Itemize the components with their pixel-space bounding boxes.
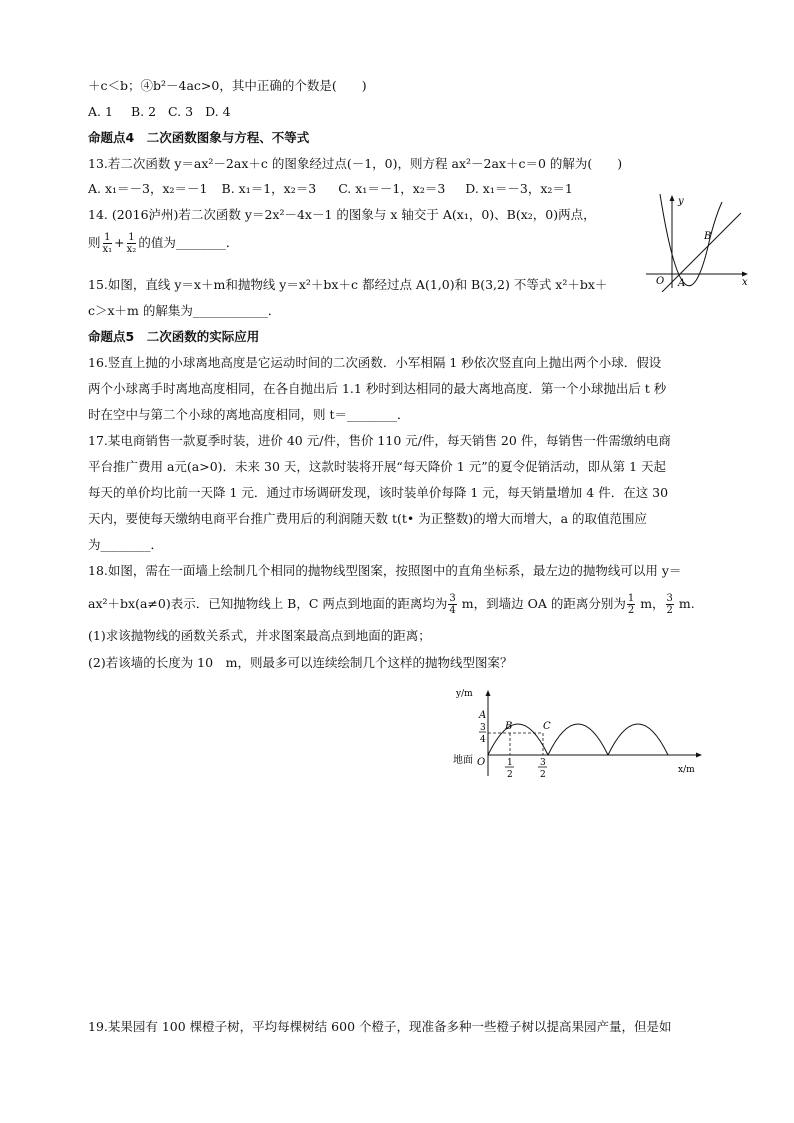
fig2-x-axis-label: x/m <box>678 765 695 775</box>
question-19: 19.某果园有 100 棵橙子树，平均每棵树结 600 个橙子，现准备多种一些橙子树以提高果园产量，但是如 <box>88 1019 672 1034</box>
fig2-ground-label: 地面 <box>453 755 473 766</box>
question-14: 14. (2016泸州)若二次函数 y＝2x²－4x－1 的图象与 x 轴交于 A(x₁，0)、B(x₂，0)两点， <box>88 207 596 222</box>
question-18-sub-2: (2)若该墙的长度为 10 m，则最多可以连续绘制几个这样的抛物线型图案？ <box>88 655 513 670</box>
fig1-point-a-label: A <box>678 278 686 289</box>
question-14-answer-line: 则 $\frac{1}{\text{x₁}}$ + $\frac{1}{\text{x₂}}$ 的值为________． <box>88 232 239 255</box>
fig2-point-a-label: A <box>479 710 487 721</box>
question-17-line-2: 平台推广费用 a元(a>0)．未来 30 天，这款时装将开展“每天降价 1 元”的夏令促销活动，即从第 1 天起 <box>88 459 666 474</box>
fig2-x-tick-3half-num: 3 <box>540 758 546 768</box>
fraction-one-half: $\frac{1}{2}$ <box>627 593 635 616</box>
question-16-line-2: 两个小球离手时离地高度相同，在各自抛出后 1.1 秒时到达相同的最大离地高度．第一个小球抛出后 t 秒 <box>88 381 667 396</box>
question-16-line-1: 16.竖直上抛的小球离地高度是它运动时间的二次函数．小军相隔 1 秒依次竖直向上抛出两个小球．假设 <box>88 355 662 370</box>
section-heading-5: 命题点5 二次函数的实际应用 <box>88 329 260 344</box>
fig2-point-b-label: B <box>505 721 513 732</box>
fig1-origin-label: O <box>656 276 665 287</box>
question-15-line-1: 15.如图，直线 y＝x＋m和抛物线 y＝x²＋bx＋c 都经过点 A(1,0)和 B(3,2) 不等式 x²＋bx＋ <box>88 277 608 292</box>
question-12-tail: ＋c＜b；④b²－4ac>0，其中正确的个数是( ) <box>88 78 367 93</box>
option-b: B. 2 <box>130 104 157 119</box>
question-17-line-4: 天内，要使每天缴纳电商平台推广费用后的利润随天数 t(t• 为正整数)的增大而增大，a 的取值范围应 <box>88 511 648 526</box>
fig2-origin-label: O <box>477 757 486 768</box>
section-heading-4: 命题点4 二次函数图象与方程、不等式 <box>88 130 310 145</box>
fig1-y-label: y <box>678 196 684 207</box>
question-12-options <box>88 104 231 120</box>
question-18-sub-1: (1)求该抛物线的函数关系式，并求图案最高点到地面的距离； <box>88 628 431 643</box>
option-d: D. 4 <box>205 104 231 119</box>
fig2-y-axis-label: y/m <box>456 689 473 699</box>
fig1-x-label: x <box>742 277 748 288</box>
fig2-point-c-label: C <box>543 721 551 732</box>
question-16-line-3: 时在空中与第二个小球的离地高度相同，则 t＝________． <box>88 407 410 422</box>
fig2-x-tick-3half-den: 2 <box>540 770 546 780</box>
option-d: D. x₁＝－3，x₂＝1 <box>465 181 573 196</box>
fig2-x-tick-half-den: 2 <box>507 770 513 780</box>
fig2-y-tick-num: 3 <box>480 723 486 733</box>
fig1-point-b-label: B <box>704 231 712 242</box>
question-13: 13.若二次函数 y＝ax²－2ax＋c 的图象经过点(－1，0)，则方程 ax²－2ax＋c＝0 的解为( ) <box>88 156 623 171</box>
question-15-line-2: c＞x＋m 的解集为____________． <box>88 303 281 318</box>
fig2-y-tick-den: 4 <box>480 735 486 745</box>
question-17-line-3: 每天的单价均比前一天降 1 元．通过市场调研发现，该时装单价每降 1 元，每天销量增加 4 件．在这 30 <box>88 485 669 500</box>
option-c: C. x₁＝－1，x₂＝3 <box>338 181 446 196</box>
question-17-line-1: 17.某电商销售一款夏季时装，进价 40 元/件，售价 110 元/件，每天销售 20 件，每销售一件需缴纳电商 <box>88 433 671 448</box>
fraction-1-over-x2: $\frac{1}{\text{x₂}}$ <box>126 232 137 255</box>
fraction-1-over-x1: $\frac{1}{\text{x₁}}$ <box>102 232 113 255</box>
question-18-line-2: ax²＋bx(a≠0)表示．已知抛物线上 B，C 两点到地面的距离均为 $\frac{3}{4}$ m，到墙边 OA 的距离分别为 $\frac{1}{2}$ m， $\frac{3}{2}$ m. <box>88 593 695 616</box>
fig2-x-tick-half-num: 1 <box>507 758 513 768</box>
question-18-line-1: 18.如图，需在一面墙上绘制几个相同的抛物线型图案，按照图中的直角坐标系，最左边的抛物线可以用 y＝ <box>88 563 682 578</box>
option-a: A. x₁＝－3，x₂＝－1 <box>88 181 208 196</box>
option-b: B. x₁＝1，x₂＝3 <box>221 181 317 196</box>
question-13-options <box>88 181 573 197</box>
fraction-three-halves: $\frac{3}{2}$ <box>666 593 673 616</box>
option-c: C. 3 <box>168 104 194 119</box>
fraction-three-quarters: $\frac{3}{4}$ <box>449 593 456 616</box>
figure-parabola-line <box>640 192 752 292</box>
question-17-line-5: 为________． <box>88 537 164 552</box>
figure-wall-parabolas <box>448 684 708 780</box>
option-a: A. 1 <box>88 104 113 119</box>
